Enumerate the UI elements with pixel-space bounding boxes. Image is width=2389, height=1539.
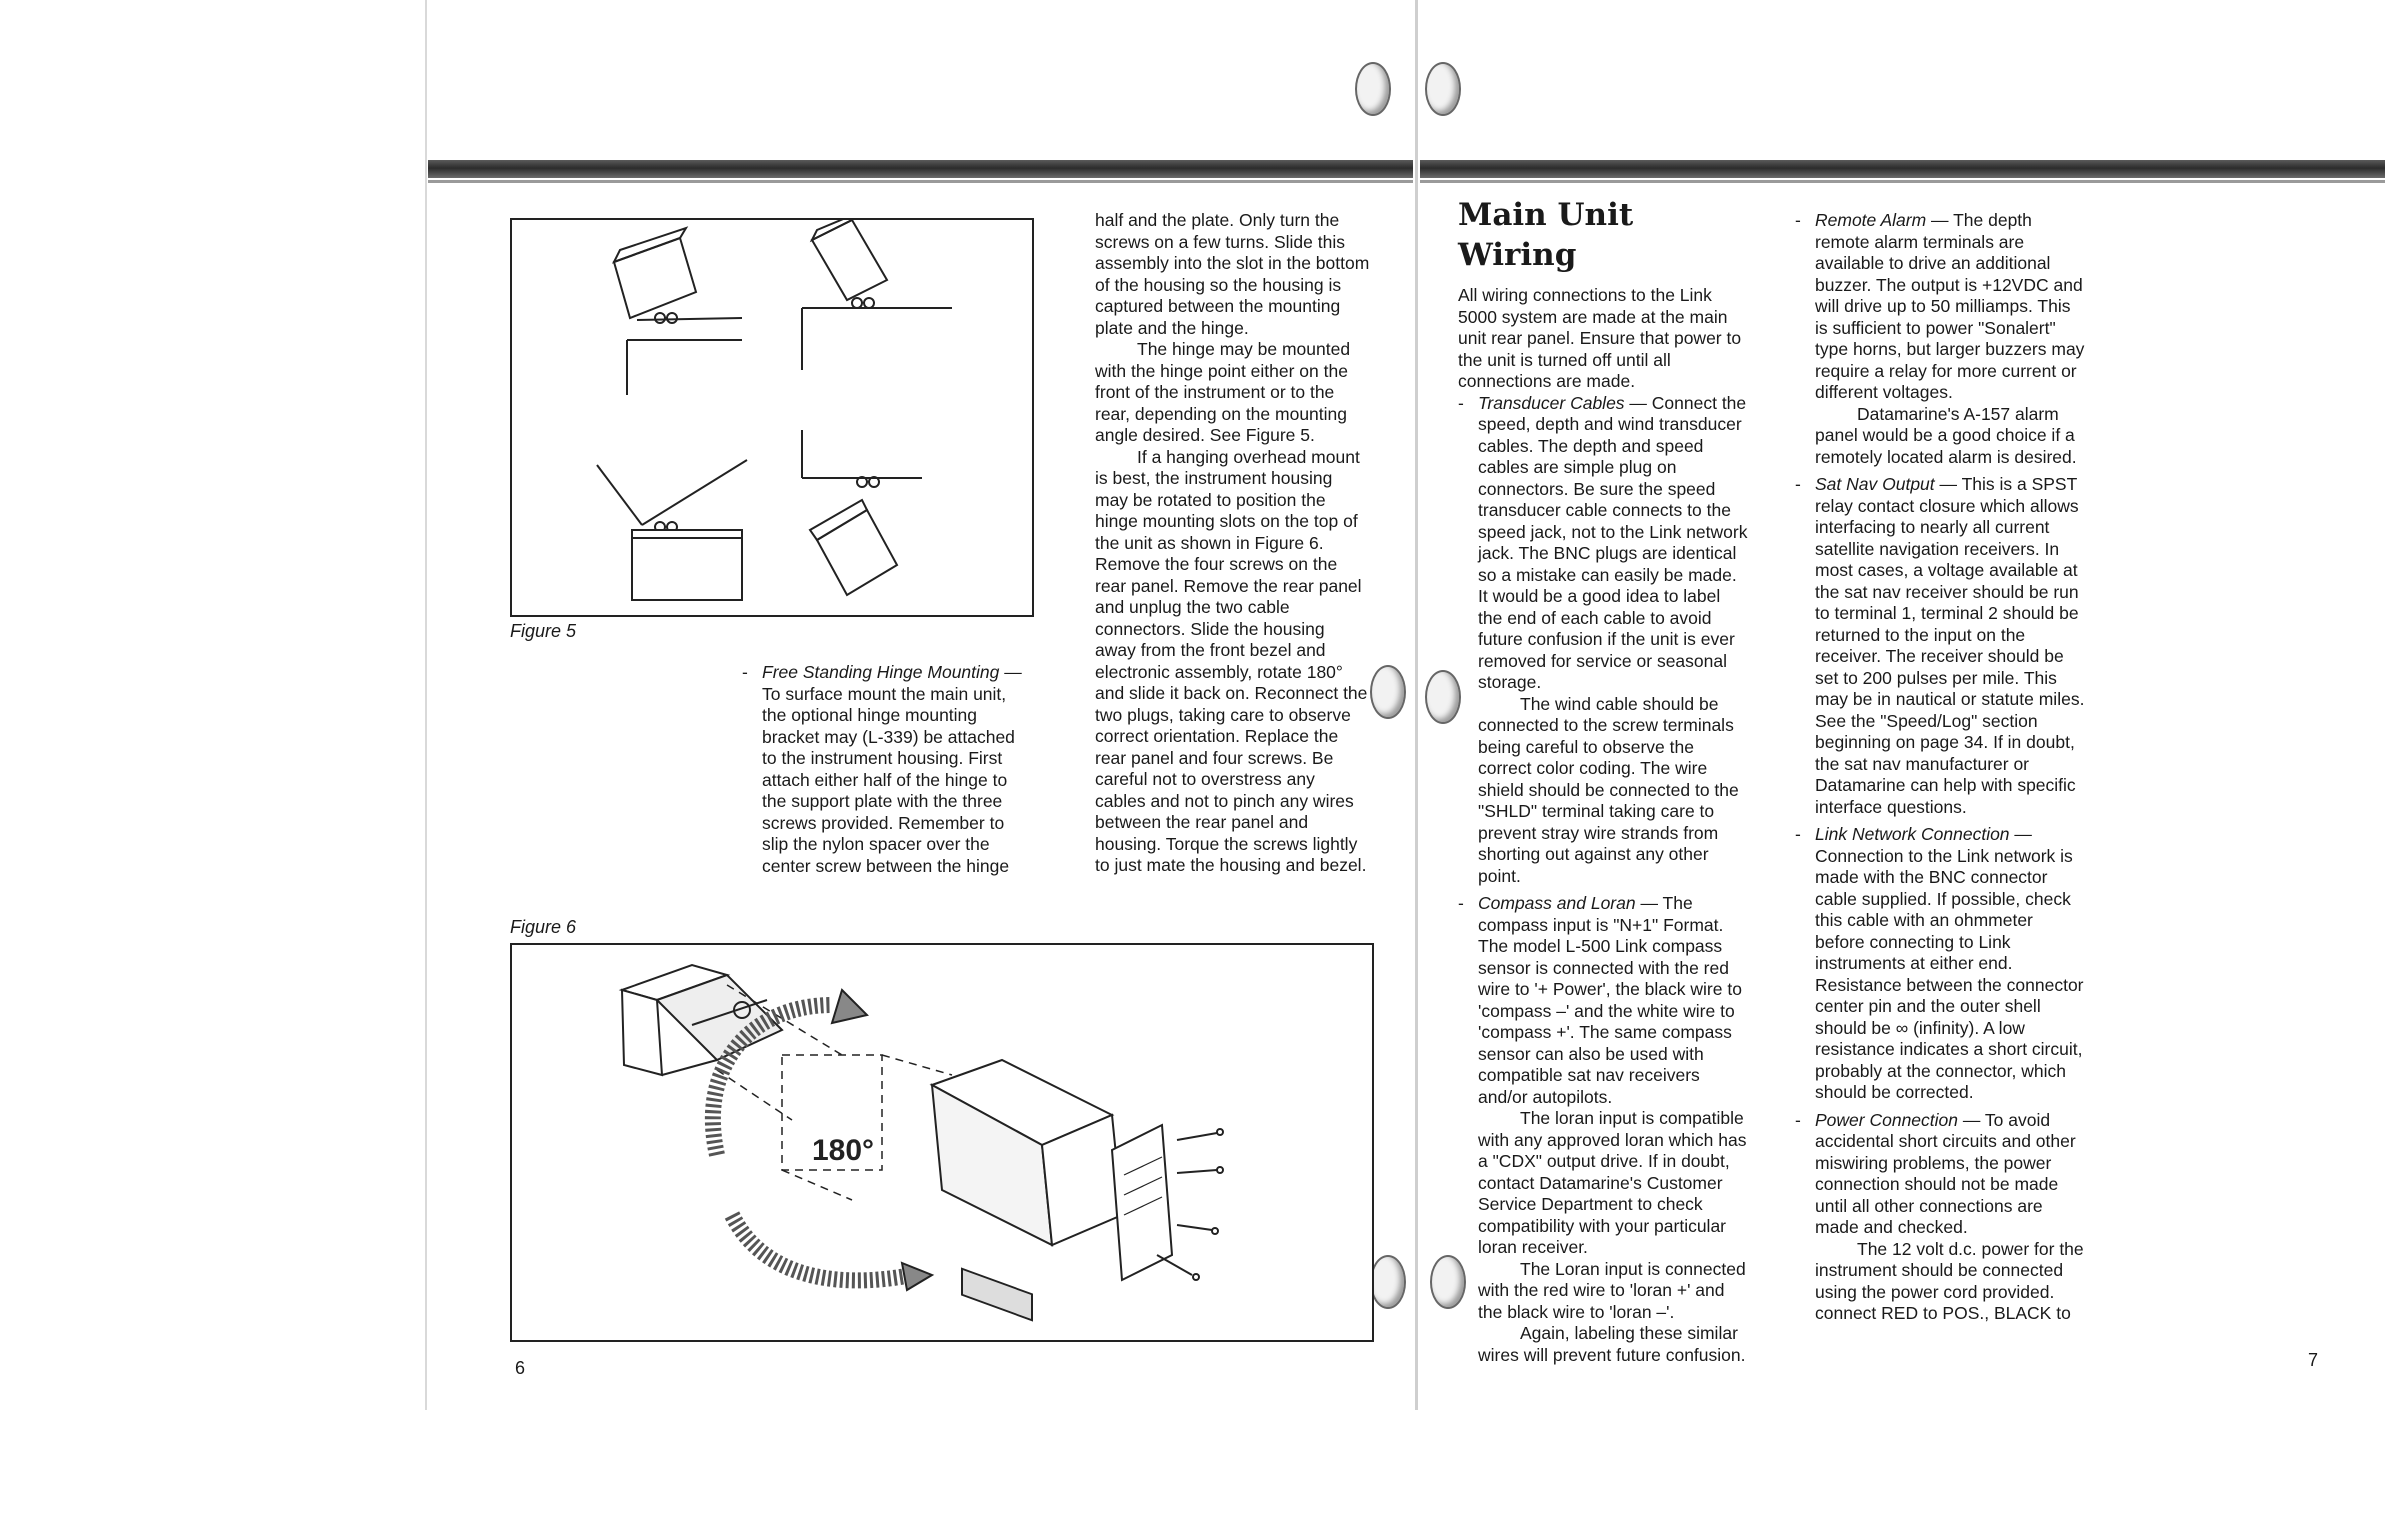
compass-paragraph-3: The Loran input is connected with the red wire to 'loran +' and the black wire to 'loran –'.	[1478, 1258, 1746, 1322]
free-standing-section	[742, 662, 1032, 877]
power-paragraph-2: The 12 volt d.c. power for the instrument should be connected using the power cord provided. connect RED to POS., BLACK to	[1815, 1238, 2084, 1323]
sat-nav-item	[1795, 474, 2085, 818]
figure6-caption: Figure 6	[510, 917, 577, 937]
figure5-illustration	[510, 218, 1034, 617]
binding-spine	[1415, 0, 1418, 1410]
transducer-body: — Connect the speed, depth and wind transducer cables. The depth and speed cables are simple plug on connectors. Be sure the speed transducer cable connects to the speed jack, not to the Link network jack. The BNC plugs are identical so a mistake can easily be made. It would be a good idea to label the end of each cable to avoid future confusion if the unit is ever removed for service or seasonal storage.	[1478, 392, 1748, 692]
power-body: — To avoid accidental short circuits and other miswiring problems, the power connection should not be made until all other connections are made and checked.	[1815, 1109, 2076, 1237]
page-number-left: 6	[515, 1358, 526, 1378]
right-column-2	[1795, 210, 2085, 1325]
power-item	[1795, 1110, 2085, 1325]
col2-paragraph-2: The hinge may be mounted with the hinge point either on the front of the instrument or to the rear, depending on the mounting angle desired. See Figure 5.	[1095, 339, 1351, 445]
remote-alarm-heading: Remote Alarm	[1815, 210, 1927, 230]
col2-paragraph-1: half and the plate. Only turn the screws on a few turns. Slide this assembly into the slot in the bottom of the housing so the housing is captured between the mounting plate and the hinge.	[1095, 210, 1370, 338]
col2-paragraph-3: If a hanging overhead mount is best, the instrument housing may be rotated to position the hinge mounting slots on the top of the unit as shown in Figure 6. Remove the four screws on the rear panel. Remove the rear panel and unplug the two cable connectors. Slide the housing away from the front bezel and electronic assembly, rotate 180° and slide it back on. Reconnect the two plugs, taking care to observe correct orientation. Replace the rear panel and four screws. Be careful not to overstress any cables and not to pinch any wires between the rear panel and housing. Torque the screws lightly to just mate the housing and bezel.	[1095, 446, 1368, 875]
free-standing-heading: Free Standing Hinge Mounting —	[762, 662, 1022, 682]
binder-hole-icon	[1370, 665, 1406, 719]
right-header-bar	[1420, 160, 2385, 178]
link-network-body: Connection to the Link network is made with the BNC connector cable supplied. If possible, check this cable with an ohmmeter before connecting to Link instruments at either end. Resistance between the connector center pin and the outer shell should be ∞ (infinity). A low resistance indicates a short circuit, probably at the connector, which should be corrected.	[1815, 845, 2084, 1102]
power-heading: Power Connection	[1815, 1109, 1958, 1130]
transducer-paragraph-2: The wind cable should be connected to the screw terminals being careful to observe the correct color coding. The wire shield should be connected to the "SHLD" terminal taking care to prevent stray wire strands from shorting out against any other point.	[1478, 693, 1739, 886]
compass-item	[1458, 893, 1748, 1366]
sat-nav-heading: Sat Nav Output	[1815, 474, 1935, 494]
right-column-1	[1458, 195, 1748, 1366]
remote-alarm-paragraph-2: Datamarine's A-157 alarm panel would be a good choice if a remotely located alarm is desired.	[1815, 403, 2077, 467]
figure6-illustration	[510, 943, 1374, 1342]
link-network-heading: Link Network Connection —	[1815, 824, 2032, 844]
compass-paragraph-4: Again, labeling these similar wires will prevent future confusion.	[1478, 1323, 1746, 1365]
remote-alarm-item	[1795, 210, 2085, 468]
free-standing-item	[742, 662, 1032, 877]
binder-hole-icon	[1425, 670, 1461, 724]
compass-heading: Compass and Loran	[1478, 893, 1636, 913]
link-network-item	[1795, 824, 2085, 1104]
binder-hole-icon	[1425, 62, 1461, 116]
page-number-right: 7	[2308, 1350, 2319, 1370]
sat-nav-body: — This is a SPST relay contact closure which allows interfacing to nearly all current satellite navigation receivers. In most cases, a voltage available at the sat nav receiver should be run to terminal 1, terminal 2 should be returned to the input on the receiver. The receiver should be set to 200 pulses per mile. This may be in nautical or statute miles. See the "Speed/Log" section beginning on page 34. If in doubt, the sat nav manufacturer or Datamarine can help with specific interface questions.	[1815, 474, 2085, 817]
hinge-mount-diagram	[512, 220, 1032, 615]
section-title: Main Unit Wiring	[1458, 197, 1634, 273]
compass-body: — The compass input is "N+1" Format. The model L-500 Link compass sensor is connected with the red wire to '+ Power', the black wire to 'compass –' and the white wire to 'compass +'. The same compass sensor can also be used with compatible sat nav receivers and/or autopilots.	[1478, 893, 1742, 1107]
housing-rotation-diagram	[512, 945, 1372, 1340]
transducer-item	[1458, 393, 1748, 888]
binder-hole-icon	[1355, 62, 1391, 116]
rotation-label: 180°	[812, 1134, 875, 1167]
left-header-rule	[428, 180, 1413, 183]
transducer-heading: Transducer Cables	[1478, 392, 1625, 413]
remote-alarm-body: — The depth remote alarm terminals are available to drive an additional buzzer. The output is +12VDC and will drive up to 50 milliamps. This is sufficient to power "Sonalert" type horns, but larger buzzers may require a relay for more current or different voltages.	[1815, 210, 2085, 402]
left-column-2	[1095, 210, 1370, 877]
right-header-rule	[1420, 180, 2385, 183]
compass-paragraph-2: The loran input is compatible with any approved loran which has a "CDX" output drive. If in doubt, contact Datamarine's Customer Service Department to check compatibility with your particular loran receiver.	[1478, 1108, 1747, 1257]
free-standing-body: To surface mount the main unit, the optional hinge mounting bracket may (L-339) be attached to the instrument housing. First attach either half of the hinge to the support plate with the three screws provided. Remember to slip the nylon spacer over the center screw between the hinge	[762, 683, 1015, 876]
left-header-bar	[428, 160, 1413, 178]
intro-paragraph: All wiring connections to the Link 5000 system are made at the main unit rear panel. Ensure that power to the unit is turned off until all connections are made.	[1458, 285, 1742, 391]
figure5-caption: Figure 5	[510, 621, 577, 641]
binder-hole-icon	[1370, 1255, 1406, 1309]
